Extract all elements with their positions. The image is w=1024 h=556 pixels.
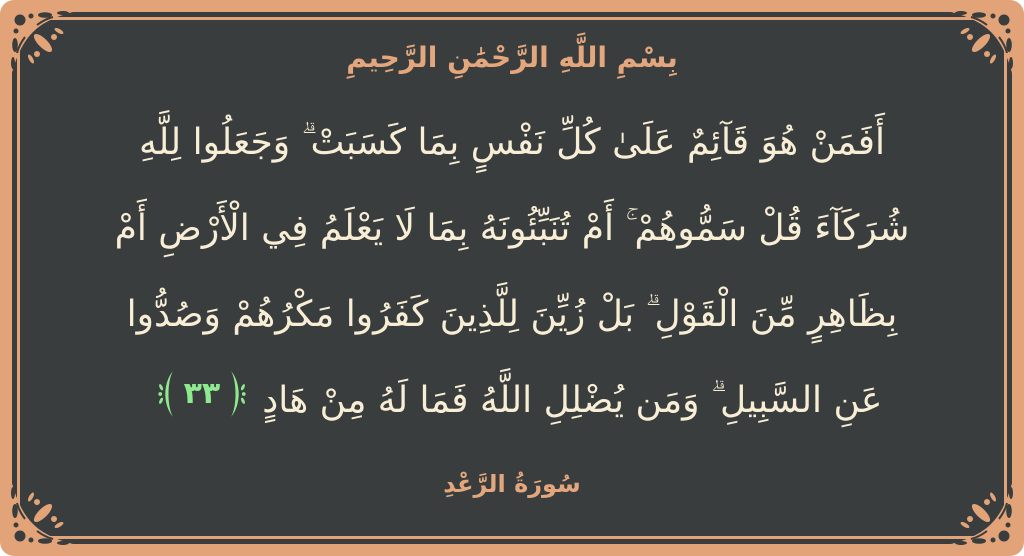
bismillah-text: بِسْمِ اللَّهِ الرَّحْمَٰنِ الرَّحِيمِ bbox=[346, 41, 678, 74]
verse-line: أَفَمَنْ هُوَ قَآئِمٌ عَلَىٰ كُلِّ نَفْسٍ بِمَا كَسَبَتْ ۗ وَجَعَلُوا لِلَّهِ bbox=[138, 122, 886, 163]
verse-text-block bbox=[40, 100, 984, 444]
verse-line: بِظَاهِرٍ مِّنَ الْقَوْلِ ۗ بَلْ زُيِّنَ لِلَّذِينَ كَفَرُوا مَكْرُهُمْ وَصُدُّوا bbox=[126, 294, 898, 335]
ayah-close-bracket-icon bbox=[226, 366, 248, 422]
verse-line-text: عَنِ السَّبِيلِ ۗ وَمَن يُضْلِلِ اللَّهُ فَمَا لَهُ مِنْ هَادٍ bbox=[262, 380, 883, 421]
ayah-number-badge bbox=[156, 366, 249, 422]
surah-name: سُورَةُ الرَّعْدِ bbox=[443, 470, 581, 498]
ayah-open-bracket-icon bbox=[156, 366, 178, 422]
verse-line bbox=[40, 358, 984, 444]
ayah-number: ٣٣ bbox=[183, 376, 221, 411]
verse-line: شُرَكَآءَ قُلْ سَمُّوهُمْ ۚ أَمْ تُنَبِّئُونَهُ بِمَا لَا يَعْلَمُ فِي الْأَرْضِ أَمْ bbox=[114, 208, 910, 249]
